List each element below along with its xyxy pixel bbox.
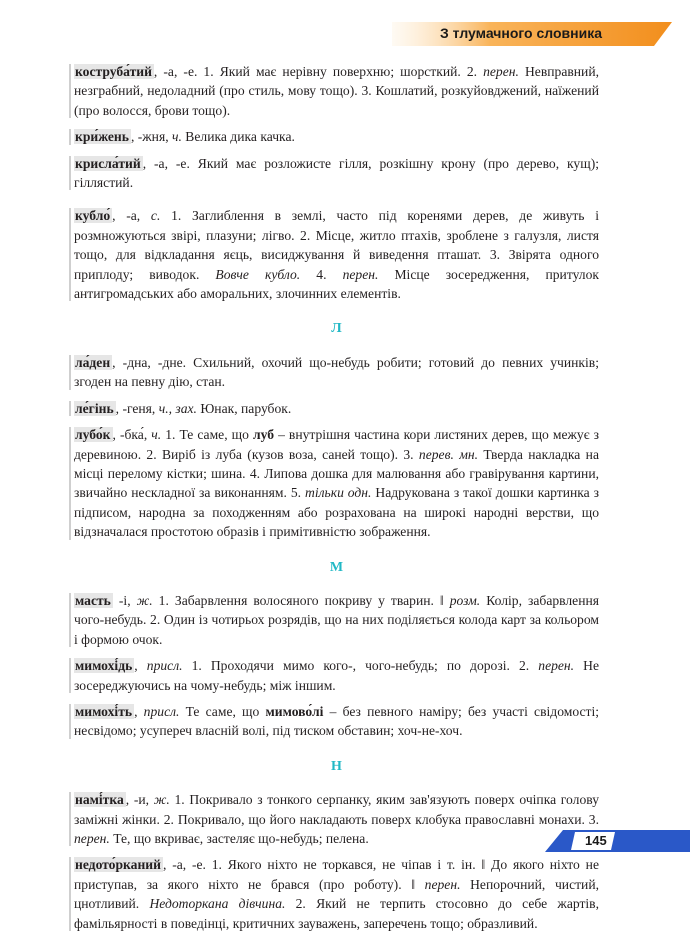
dictionary-entry: [74, 656, 599, 695]
entry-text: , -а, -е. 1. Якого ніхто не торкався, не чіпав і т. ін. ‖ До якого ніхто не приступав, за якого ніхто не брався (про роботу). ‖: [74, 857, 599, 892]
section-letter: Н: [331, 758, 342, 774]
dictionary-entries: [74, 62, 599, 940]
entry-text: Колір, забарвлення чого-небудь. 2. Один із чотирьох розрядів, що на них поділяється колода карт за кольором і формою очок.: [74, 592, 600, 647]
entry-text: ж.: [153, 792, 170, 808]
entry-text: Невправний, незграбний, недоладний (про стиль, мову тощо). 3. Кошлатий, розкуйовджений, наїжений (про волосся, брови тощо).: [74, 64, 599, 118]
dictionary-entry: [74, 790, 599, 848]
entry-headword: кубло́: [75, 208, 111, 224]
entry-text: , -геня,: [115, 400, 159, 416]
entry-text: , -а, -е. Який має розложисте гілля, розкішну крону (про дерево, кущ); гіллястий.: [74, 155, 599, 191]
entry-text: перев. мн.: [418, 446, 479, 462]
entry-text: Не зосереджуючись на чому-небудь; між іншим.: [74, 658, 600, 693]
entry-text: , -дна, -дне. Схильний, охочий що-небудь робити; готовий до певних учинків; згоден на певну дію, стан.: [74, 354, 599, 390]
entry-text: , -а,: [112, 208, 151, 224]
entry-text: 1. Заглиблення в землі, часто під коренями дерев, де живуть і розмножуються звірі, плазуни; лігво. 2. Місце, житло птахів, зроблене з галузля, листя тощо, для відкладання яєць, висиджування й виведення пташат. 3. Звірята одного приплоду; виводок.: [74, 208, 599, 282]
dictionary-entry: [74, 399, 599, 418]
entry-headword: ла́ден: [75, 354, 111, 370]
entry-text: ч.: [151, 427, 162, 443]
dictionary-entry: [74, 702, 599, 741]
entry-text: ,: [134, 703, 144, 719]
entry-text: Те, що вкриває, застеляє що-небудь; пелена.: [109, 831, 369, 846]
entry-text: 1. Покривало з тонкого серпанку, яким зав'язують поверх очіпка голову заміжні жінки. 2. Покривало, що його накладають поверх клобука православні монахи. 3.: [74, 792, 599, 827]
entry-text: присл.: [146, 658, 183, 674]
entry-text: перен.: [483, 64, 519, 79]
entry-text: розм.: [449, 592, 481, 608]
dictionary-entry: [74, 206, 599, 303]
entry-headword: недото́рканий: [75, 857, 161, 873]
entry-text: , -а, -е. 1. Який має нерівну поверхню; шорсткий. 2.: [153, 64, 484, 79]
entry-text: Недоторкана дівчина.: [149, 896, 286, 912]
entry-text: перен.: [424, 876, 461, 892]
entry-text: Надрукована з такої дошки картинка з підписом, народна за походженням або розрахована на широкі народні верстви, що відзначалася простотою образів і примітивністю зображення.: [74, 485, 599, 540]
entry-text: 4.: [300, 266, 343, 282]
entry-text: тільки одн.: [305, 485, 372, 501]
dictionary-entry: [74, 591, 599, 649]
entry-text: , -жня,: [130, 129, 173, 145]
entry-headword: намі́тка: [75, 792, 124, 808]
header-title: З тлумачного словника: [440, 25, 602, 41]
entry-headword: мимохі́дь: [75, 658, 133, 674]
section-letter: М: [329, 559, 344, 575]
entry-text: перен.: [342, 266, 379, 282]
section-header: [392, 22, 672, 46]
entry-text: 1. Забарвлення волосяного покриву у тварин. ‖: [152, 592, 450, 608]
entry-text: ч.: [172, 129, 182, 145]
entry-text: ж.: [136, 592, 153, 608]
entry-text: – без певного наміру; без участі свідомості; несвідомо; усупереч власній волі, під тиском обставин; хоч-не-хоч.: [74, 703, 600, 739]
entry-headword: масть: [75, 592, 111, 608]
entry-text: Вовче кубло.: [215, 266, 301, 282]
page-number: 145: [585, 833, 607, 848]
entry-text: Велика дика качка.: [181, 129, 295, 145]
entry-headword: лубо́к: [75, 427, 111, 443]
dictionary-entry: [74, 62, 599, 120]
entry-text: Тверда накладка на місці перелому кістки; шина. 4. Липова дошка для малювання або гравірування картини, звичайно нескладної за виконанням. 5.: [74, 446, 599, 501]
entry-text: с.: [150, 208, 161, 224]
entry-text: – внутрішня частина кори листяних дерев, що межує з деревиною. 2. Виріб із луба (кузов воза, саней тощо). 3.: [74, 427, 599, 462]
page-footer: [545, 830, 690, 852]
entry-text: перен.: [74, 831, 110, 846]
entry-headword: мимохі́ть: [75, 703, 133, 719]
entry-text: Юнак, парубок.: [196, 400, 292, 416]
dictionary-entry: [74, 855, 599, 933]
entry-text: Місце зосередження, притулок антигромадських або аморальних, злочинних елементів.: [74, 266, 599, 302]
dictionary-entry: [74, 127, 599, 146]
dictionary-entry: [74, 353, 599, 392]
entry-text: луб: [252, 427, 275, 443]
entry-headword: коструба́тий: [75, 64, 152, 79]
entry-text: присл.: [143, 703, 180, 719]
entry-text: мимово́лі: [265, 703, 324, 719]
footer-ribbon: [545, 830, 690, 852]
entry-text: ч., зах.: [158, 400, 197, 416]
entry-text: , -бка́,: [112, 427, 152, 443]
entry-text: Непорочний, чистий, цнотливий.: [74, 876, 599, 912]
dictionary-entry: [74, 154, 599, 193]
entry-text: Те саме, що: [179, 703, 266, 719]
section-letter: Л: [331, 321, 342, 337]
entry-text: ,: [134, 658, 147, 674]
entry-text: , -и,: [125, 792, 154, 808]
entry-headword: крисла́тий: [75, 155, 141, 171]
entry-text: 2. Який не терпить стосовно до себе жартів, фамільярності в поведінці, критичних зауважень, заперечень тощо; образливий.: [74, 896, 599, 931]
entry-text: перен.: [538, 658, 575, 674]
entry-text: 1. Проходячи мимо кого-, чого-небудь; по дорозі. 2.: [182, 658, 539, 674]
entry-headword: кри́жень: [75, 129, 129, 145]
entry-text: -і,: [112, 592, 137, 608]
entry-headword: ле́гінь: [75, 400, 114, 416]
dictionary-entry: [74, 425, 599, 541]
entry-text: 1. Те саме, що: [161, 427, 253, 443]
